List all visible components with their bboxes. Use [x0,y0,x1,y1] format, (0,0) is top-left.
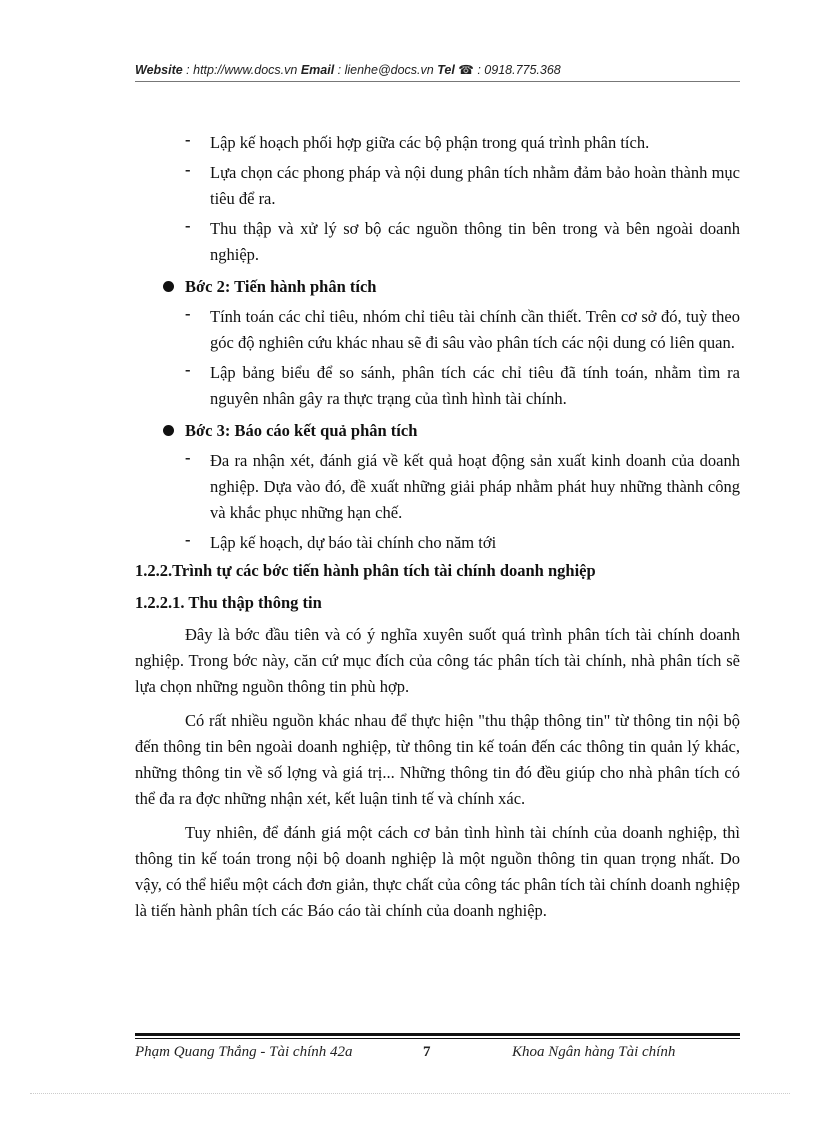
page-footer [135,1044,740,1064]
page-header [135,62,740,82]
dash-icon: - [185,216,191,235]
paragraph: Có rất nhiều nguồn khác nhau để thực hiện "thu thập thông tin" từ thông tin nội bộ đến thông tin bên ngoài doanh nghiệp, từ thông tin kế toán đến các thông tin quản lý khác, những thông tin về số lợng và giá trị... Những thông tin đó đều giúp cho nhà phân tích có thể đa ra đợc những nhận xét, kết luận tinh tế và chính xác. [135,711,740,808]
page-edge-divider [30,1093,790,1094]
tel-label: Tel [437,63,455,77]
step3-item: - Đa ra nhận xét, đánh giá về kết quả hoạt động sản xuất kinh doanh của doanh nghiệp. Dựa vào đó, đề xuất những giải pháp nhằm phát huy những thành công và khắc phục những hạn chế. [135,448,740,526]
email-label: Email [300,63,335,77]
dash-icon: - [185,530,191,549]
footer-faculty: Khoa Ngân hàng Tài chính [512,1044,676,1060]
bullet-icon [163,425,174,436]
paragraph: Đây là bớc đầu tiên và có ý nghĩa xuyên suốt quá trình phân tích tài chính doanh nghiệp. Trong bớc này, căn cứ mục đích của công tác phân tích tài chính, nhà phân tích sẽ lựa chọn những nguồn thông tin phù hợp. [135,625,740,696]
step3-item: - Lập kế hoạch, dự báo tài chính cho năm tới [135,530,740,556]
footer-rule [135,1033,740,1039]
website-value: : http://www.docs.vn [182,63,301,77]
page-content [135,130,740,932]
step2-heading: Bớc 2: Tiến hành phân tích [135,274,740,300]
step2-item: - Tính toán các chỉ tiêu, nhóm chỉ tiêu tài chính cần thiết. Trên cơ sở đó, tuỳ theo góc độ nghiên cứu khác nhau sẽ đi sâu vào phân tích các nội dung có liên quan. [135,304,740,356]
paragraph: Tuy nhiên, để đánh giá một cách cơ bản tình hình tài chính của doanh nghiệp, thì thông tin kế toán trong nội bộ doanh nghiệp là một nguồn thông tin quan trọng nhất. Do vậy, có thể hiểu một cách đơn giản, thực chất của công tác phân tích tài chính doanh nghiệp là tiến hành phân tích các Báo cáo tài chính của doanh nghiệp. [135,823,740,920]
email-value: : lienhe@docs.vn [334,63,438,77]
dash-icon: - [185,304,191,323]
section-heading-1-2-2: 1.2.2.Trình tự các bớc tiến hành phân tích tài chính doanh nghiệp [135,561,596,580]
page-number: 7 [423,1044,431,1060]
step2-item: - Lập bảng biểu để so sánh, phân tích các chỉ tiêu đã tính toán, nhằm tìm ra nguyên nhân gây ra thực trạng của tình hình tài chính. [135,360,740,412]
dash-icon: - [185,448,191,467]
dash-icon: - [185,360,191,379]
dash-icon: - [185,130,191,149]
step1-item: - Lập kế hoạch phối hợp giữa các bộ phận trong quá trình phân tích. [135,130,740,156]
phone-icon: ☎ [458,63,474,77]
bullet-icon [163,281,174,292]
step1-item: - Thu thập và xử lý sơ bộ các nguồn thông tin bên trong và bên ngoài doanh nghiệp. [135,216,740,268]
footer-author: Phạm Quang Thắng - Tài chính 42a [135,1044,353,1060]
section-heading-1-2-2-1: 1.2.2.1. Thu thập thông tin [135,593,322,612]
dash-icon: - [185,160,191,179]
step1-item: - Lựa chọn các phong pháp và nội dung phân tích nhằm đảm bảo hoàn thành mục tiêu để ra. [135,160,740,212]
tel-value: : 0918.775.368 [473,63,561,77]
step3-heading: Bớc 3: Báo cáo kết quả phân tích [135,418,740,444]
website-label: Website [135,63,183,77]
